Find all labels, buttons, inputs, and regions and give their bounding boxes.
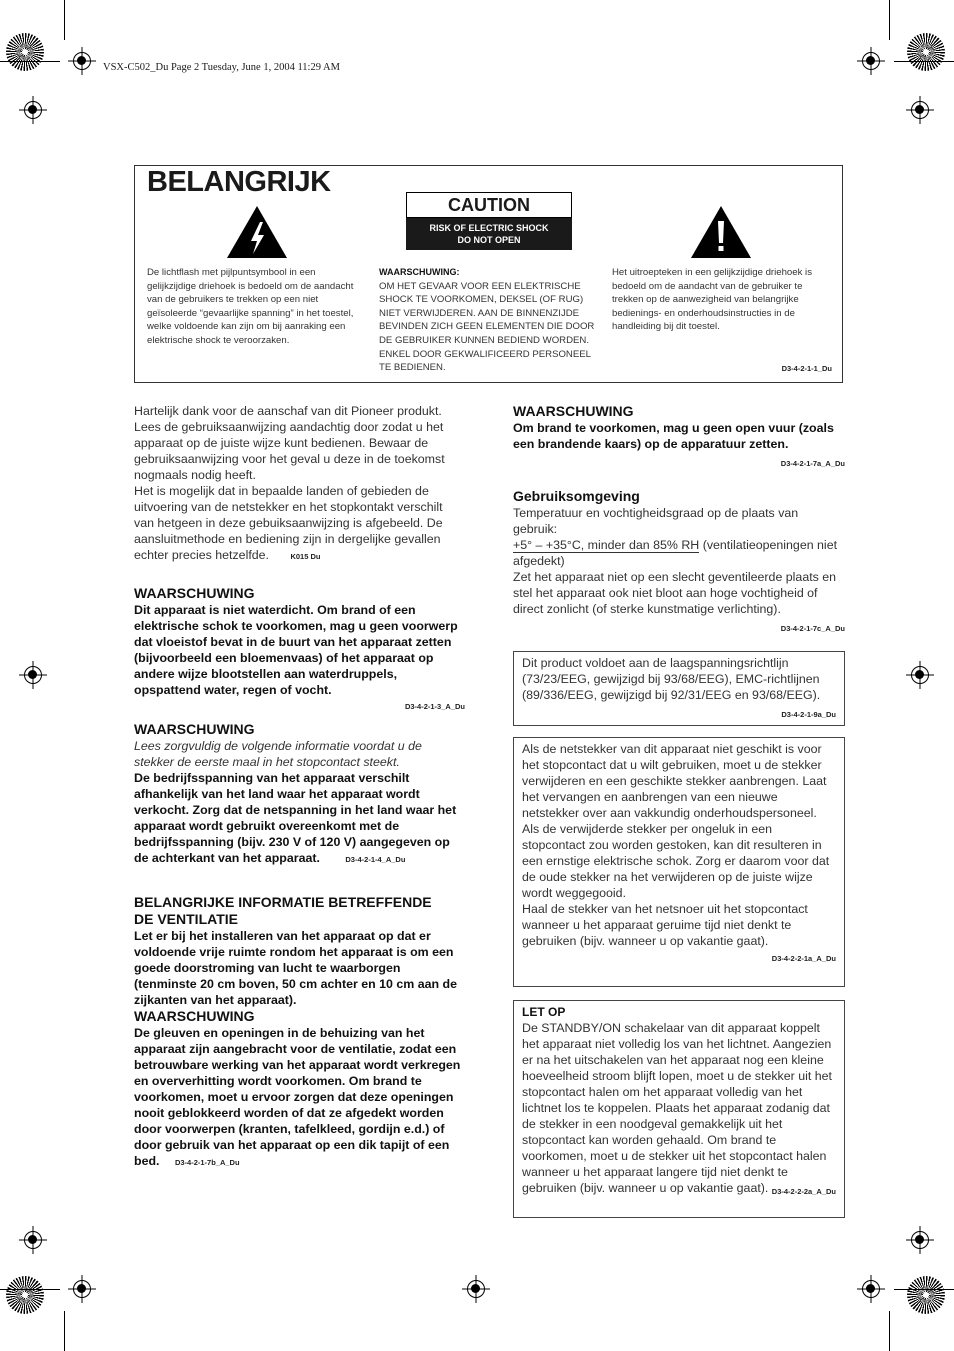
environment-range: +5° – +35°C, minder dan 85% RH (513, 538, 700, 552)
warning-intro: Lees zorgvuldig de volgende informatie voordat u de stekker de eerste maal in het stopcontact steekt. (134, 739, 422, 769)
warning-heading: WAARSCHUWING (134, 721, 255, 737)
warning-text: De bedrijfsspanning van het apparaat verschilt afhankelijk van het land waar het apparaat wordt verkocht. Zorg dat de netspanning in het land waar het apparaat wordt gebruikt overeenkomt met de bedrijfsspanning (bijv. 230 V of 120 V) aangegeven op de achterkant van het apparaat. (134, 771, 457, 865)
crosshair-mark (24, 666, 42, 684)
registration-star-top-left (6, 33, 44, 71)
registration-star-bottom-right (907, 1276, 945, 1314)
ventilation-heading: BELANGRIJKE INFORMATIE BETREFFENDE DE VENTILATIE (134, 894, 432, 927)
caution-label (406, 192, 572, 250)
crop-line (889, 0, 890, 40)
caution-box (513, 1000, 845, 1218)
exclamation-explanation: Het uitroepteken in een gelijkzijdige driehoek is bedoeld om de aandacht van de gebruiker te trekken op de aanwezigheid van belangrijke bedienings- en onderhoudsinstructies in de handleiding bij dit toestel. (612, 267, 812, 333)
crop-line (894, 1289, 954, 1290)
exclamation-warning-icon (689, 204, 753, 260)
reference-code: D3-4-2-1-7b_A_Du (174, 1158, 240, 1167)
warning-text: Dit apparaat is niet waterdicht. Om brand of een elektrische schok te voorkomen, mag u geen voorwerp dat vloeistof bevat in de buurt van het apparaat zetten (bijvoorbeeld een bloemenvaas) of het apparaat op andere wijze blootstellen aan waterdruppels, opspattend water, regen of vocht. (134, 603, 458, 697)
warning-heading: WAARSCHUWING (134, 1008, 255, 1024)
intro-paragraph-2: Het is mogelijk dat in bepaalde landen of gebieden de uitvoering van de netstekker en het stopkontakt verschilt van hetgeen in deze gebuiksaanwijzing is afgebeeld. De aansluitmethode en bediening zijn in dergelijke gevallen echter precies hetzelfde. (134, 484, 443, 562)
crosshair-mark (73, 52, 91, 70)
warning-label: WAARSCHUWING: (379, 267, 460, 277)
reference-code: D3-4-2-1-1_Du (781, 364, 832, 373)
crosshair-mark (862, 52, 880, 70)
crosshair-mark (24, 101, 42, 119)
caution-box-title: LET OP (522, 1005, 566, 1019)
warning-text: OM HET GEVAAR VOOR EEN ELEKTRISCHE SHOCK TE VOORKOMEN, DEKSEL (OF RUG) NIET VERWIJDEREN. AAN DE BINNENZIJDE BEVINDEN ZICH GEEN ELEMENTEN DIE DOOR DE GEBRUIKER KUNNEN BEDIEND WORDEN. ENKEL DOOR GEKWALIFICEERD PERSONEEL TE BEDIENEN. (379, 280, 595, 374)
caution-title: CAUTION (406, 192, 572, 218)
reference-code: D3-4-2-1-7c_A_Du (780, 624, 845, 633)
caution-box-text: De STANDBY/ON schakelaar van dit apparaat koppelt het apparaat niet volledig los van het lichtnet. Aangezien er na het uitschakelen van het apparaat nog een kleine hoeveelheid stroom blijft lopen, moet u de stekker uit het stopcontact halen om het apparaat volledig van het lichtnet los te koppelen. Plaats het apparaat zodanig dat de stekker in een noodgeval gemakkelijk uit het stopcontact kan worden gehaald. Om brand te voorkomen, moet u de stekker uit het stopcontact halen wanneer u het apparaat langere tijd niet denkt te gebruiken (bijv. wanneer u op vakantie gaat). (522, 1021, 832, 1195)
left-column (134, 403, 465, 1171)
warning-heading: WAARSCHUWING (513, 403, 634, 419)
reference-code: D3-4-2-1-3_A_Du (404, 702, 465, 711)
crop-line (64, 1311, 65, 1351)
ventilation-text: Let er bij het installeren van het apparaat op dat er voldoende vrije ruimte rondom het apparaat is om een goede doorstroming van lucht te waarborgen (tenminste 20 cm boven, 50 cm achter en 10 cm aan de zijkanten van het apparaat). (134, 929, 457, 1007)
warning-text: De gleuven en openingen in de behuizing van het apparaat zijn aangebracht voor de ventilatie, zodat een betrouwbare werking van het apparaat wordt verkregen en oververhitting wordt voorkomen. Om brand te voorkomen, moet u ervoor zorgen dat deze openingen nooit geblokkeerd worden of dat ze afgedekt worden door voorwerpen (kranten, tafelkleed, gordijn e.d.) of door gebruik van het apparaat op een dik tapijt of een bed. (134, 1026, 461, 1168)
crosshair-mark (911, 666, 929, 684)
reference-code: D3-4-2-1-4_A_Du (345, 855, 406, 864)
crosshair-mark (911, 101, 929, 119)
compliance-text: Dit product voldoet aan de laagspanningsrichtlijn (73/23/EEG, gewijzigd bij 93/68/EEG), EMC-richtlijnen (89/336/EEG, gewijzigd bij 92/31/EEG en 93/68/EEG). (522, 656, 821, 702)
crosshair-mark (862, 1280, 880, 1298)
registration-star-bottom-left (6, 1276, 44, 1314)
reference-code: K015 Du (290, 552, 321, 561)
lightning-explanation: De lichtflash met pijlpuntsymbool in een gelijkzijdige driehoek is bedoeld om de aandacht van de gebruikers te trekken op een niet geïsoleerde “gevaarlijke spanning” in het toestel, welke voldoende kan zijn om bij aanraking een elektrische shock te veroorzaken. (147, 267, 354, 346)
important-title: BELANGRIJK (147, 166, 331, 198)
plug-info-text-2: Haal de stekker van het netsnoer uit het stopcontact wanneer u het apparaat geruime tijd niet denkt te gebruiken (bijv. wanneer u op vakantie gaat). (522, 902, 808, 948)
crop-line (894, 61, 954, 62)
crop-line (889, 1311, 890, 1351)
compliance-box (513, 651, 845, 726)
reference-code: D3-4-2-2-2a_A_Du (771, 1187, 836, 1196)
crosshair-mark (911, 1231, 929, 1249)
crop-line (0, 1289, 60, 1290)
caution-subtitle: RISK OF ELECTRIC SHOCK DO NOT OPEN (406, 218, 572, 250)
important-box (134, 165, 843, 383)
environment-text: Temperatuur en vochtigheidsgraad op de plaats van gebruik: (513, 506, 799, 536)
environment-heading: Gebruiksomgeving (513, 488, 640, 504)
environment-range-note: (ventilatieopeningen niet afgedekt) (513, 538, 838, 568)
warning-explanation (379, 266, 599, 375)
reference-code: D3-4-2-2-1a_A_Du (771, 954, 836, 963)
print-slug: VSX-C502_Du Page 2 Tuesday, June 1, 2004 11:29 AM (103, 62, 340, 73)
plug-info-text: Als de netstekker van dit apparaat niet geschikt is voor het stopcontact dat u wilt gebruiken, moet u de stekker verwijderen en een geschikte stekker aanbrengen. Laat het vervangen en aanbrengen van een nieuwe netstekker over aan vakkundig onderhoudspersoneel. Als de verwijderde stekker per ongeluk in een stopcontact zou worden gestoken, kan dit resulteren in een ernstige elektrische schok. Zorg er daarom voor dat de oude stekker na het verwijderen op de juiste wijze wordt weggegooid. (522, 742, 830, 900)
crop-line (64, 0, 65, 40)
intro-paragraph: Hartelijk dank voor de aanschaf van dit Pioneer produkt. Lees de gebruiksaanwijzing aandachtig door zodat u het apparaat op de juiste wijze kunt bedienen. Bewaar de gebruiksaanwijzing voor het geval u deze in de toekomst nogmaals nodig heeft. (134, 404, 445, 482)
crosshair-mark (467, 1280, 485, 1298)
plug-info-box (513, 737, 845, 987)
reference-code: D3-4-2-1-7a_A_Du (780, 459, 845, 468)
crosshair-mark (24, 1231, 42, 1249)
crop-line (0, 61, 60, 62)
lightning-warning-icon (225, 204, 289, 260)
reference-code: D3-4-2-1-9a_Du (781, 710, 836, 719)
registration-star-top-right (907, 33, 945, 71)
warning-text: Om brand te voorkomen, mag u geen open vuur (zoals een brandende kaars) op de apparatuur zetten. (513, 421, 834, 451)
right-column (513, 403, 845, 637)
crosshair-mark (73, 1280, 91, 1298)
warning-heading: WAARSCHUWING (134, 585, 255, 601)
environment-text-2: Zet het apparaat niet op een slecht geventileerde plaats en stel het apparaat ook niet bloot aan hoge vochtigheid of direct zonlicht (of sterke kunstmatige verlichting). (513, 570, 837, 616)
